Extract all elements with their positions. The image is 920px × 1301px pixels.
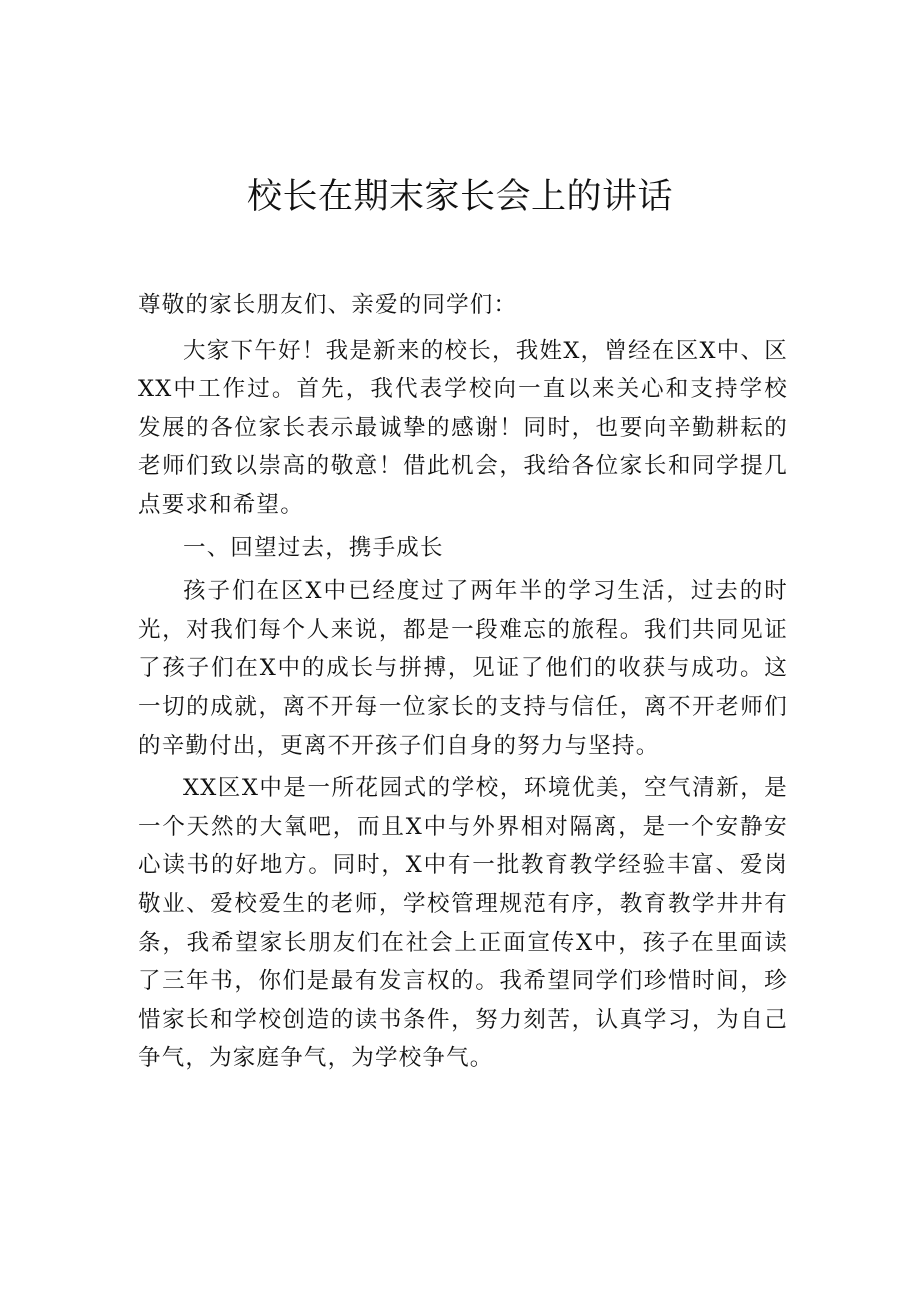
document-body xyxy=(138,286,788,1078)
paragraph-looking-back: 孩子们在区X中已经度过了两年半的学习生活，过去的时光，对我们每个人来说，都是一段难忘的旅程。我们共同见证了孩子们在X中的成长与拼搏，见证了他们的收获与成功。这一切的成就，离不开每一位家长的支持与信任，离不开老师们的辛勤付出，更离不开孩子们自身的努力与坚持。 xyxy=(138,578,788,759)
page-title: 校长在期末家长会上的讲话 xyxy=(246,177,673,217)
paragraph-greeting: 大家下午好！我是新来的校长，我姓X，曾经在区X中、区XX中工作过。首先，我代表学校向一直以来关心和支持学校发展的各位家长表示最诚挚的感谢！同时，也要向辛勤耕耘的老师们致以崇高的敬意！借此机会，我给各位家长和同学提几点要求和希望。 xyxy=(138,337,788,518)
paragraph-school-intro: XX区X中是一所花园式的学校，环境优美，空气清新，是一个天然的大氧吧，而且X中与外界相对隔离，是一个安静安心读书的好地方。同时，X中有一批教育教学经验丰富、爱岗敬业、爱校爱生的老师，学校管理规范有序，教育教学井井有条，我希望家长朋友们在社会上正面宣传X中，孩子在里面读了三年书，你们是最有发言权的。我希望同学们珍惜时间，珍惜家长和学校创造的读书条件，努力刻苦，认真学习，为自己争气，为家庭争气，为学校争气。 xyxy=(138,775,788,1072)
salutation: 尊敬的家长朋友们、亲爱的同学们： xyxy=(138,292,518,318)
section-heading: 一、回望过去，携手成长 xyxy=(183,534,444,561)
